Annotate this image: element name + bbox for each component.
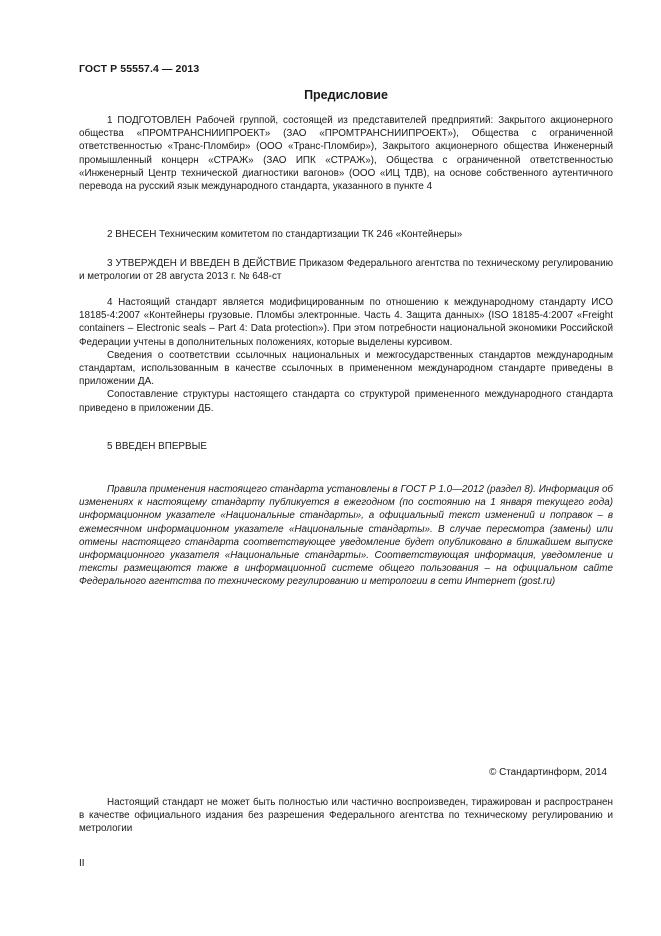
paragraph-text: 5 ВВЕДЕН ВПЕРВЫЕ <box>107 441 207 452</box>
page-title: Предисловие <box>304 88 388 102</box>
paragraph-introduced <box>79 228 613 241</box>
standard-code: ГОСТ Р 55557.4 — 2013 <box>79 63 200 75</box>
paragraph-first-introduced <box>79 440 613 453</box>
paragraph-prepared <box>79 114 613 193</box>
paragraph-text: 3 УТВЕРЖДЕН И ВВЕДЕН В ДЕЙСТВИЕ Приказом Федерального агентства по техническому регулированию и метрологии от 28 августа 2013 г. № 648-ст <box>79 258 613 283</box>
rules-note-text: Правила применения настоящего стандарта установлены в ГОСТ Р 1.0—2012 (раздел 8). Информация об изменениях к настоящему стандарту публикуется в ежегодном (по состоянию на 1 января текущего года) информационном указателе «Национальные стандарты», а официальный текст изменений и поправок – в ежемесячном информационном указателе «Национальные стандарты». В случае пересмотра (замены) или отмены настоящего стандарта соответствующее уведомление будет опубликовано в ближайшем выпуске информационного указателя «Национальные стандарты». Соответствующая информация, уведомление и тексты размещаются также в информационной системе общего пользования – на официальном сайте Федерального агентства по техническому регулированию и метрологии в сети Интернет (gost.ru) <box>79 484 613 588</box>
reproduction-note <box>79 796 613 836</box>
paragraph-modified-standard <box>79 296 613 415</box>
paragraph-text: 1 ПОДГОТОВЛЕН Рабочей группой, состоящей из представителей предприятий: Закрытого акционерного общества «ПРОМТРАНСНИИПРОЕКТ» (ЗАО «ПРОМТРАНСНИИПРОЕКТ»), Общества с ограниченной ответственностью «Транс-Пломбир» (ООО «Транс-Пломбир»), Закрытого акционерного общества Инженерный промышленный концерн «СТРАЖ» (ЗАО ИПК «СТРАЖ»), Общества с ограниченной ответственностью «Инженерный Центр технической диагностики вагонов» (ООО «ИЦ ТДВ), на основе собственного аутентичного перевода на русский язык международного стандарта, указанного в пункте 4 <box>79 115 613 193</box>
paragraph-text: 2 ВНЕСЕН Техническим комитетом по стандартизации ТК 246 «Контейнеры» <box>107 229 463 240</box>
reproduction-note-text: Настоящий стандарт не может быть полностью или частично воспроизведен, тиражирован и распространен в качестве официального издания без разрешения Федерального агентства по техническому регулированию и метрологии <box>79 797 613 835</box>
paragraph-text: Сведения о соответствии ссылочных национальных и межгосударственных стандартов международным стандартам, использованным в качестве ссылочных в примененном международном стандарте приведены в приложении ДА. <box>79 349 613 388</box>
paragraph-text: Сопоставление структуры настоящего стандарта со структурой примененного международного стандарта приведено в приложении ДБ. <box>79 389 613 414</box>
paragraph-text: 4 Настоящий стандарт является модифицированным по отношению к международному стандарту ИСО 18185-4:2007 «Контейнеры грузовые. Пломбы электронные. Часть 4. Защита данных» (ISO 18185-4:2007 «Freight containers – Electronic seals – Part 4: Data protection»). При этом потребности национальной экономики Российской Федерации учтены в дополнительных положениях, которые выделены курсивом. <box>79 297 613 348</box>
paragraph-approved <box>79 257 613 283</box>
page-number: II <box>79 858 85 869</box>
copyright: © Стандартинформ, 2014 <box>489 767 607 778</box>
rules-note <box>79 483 613 589</box>
